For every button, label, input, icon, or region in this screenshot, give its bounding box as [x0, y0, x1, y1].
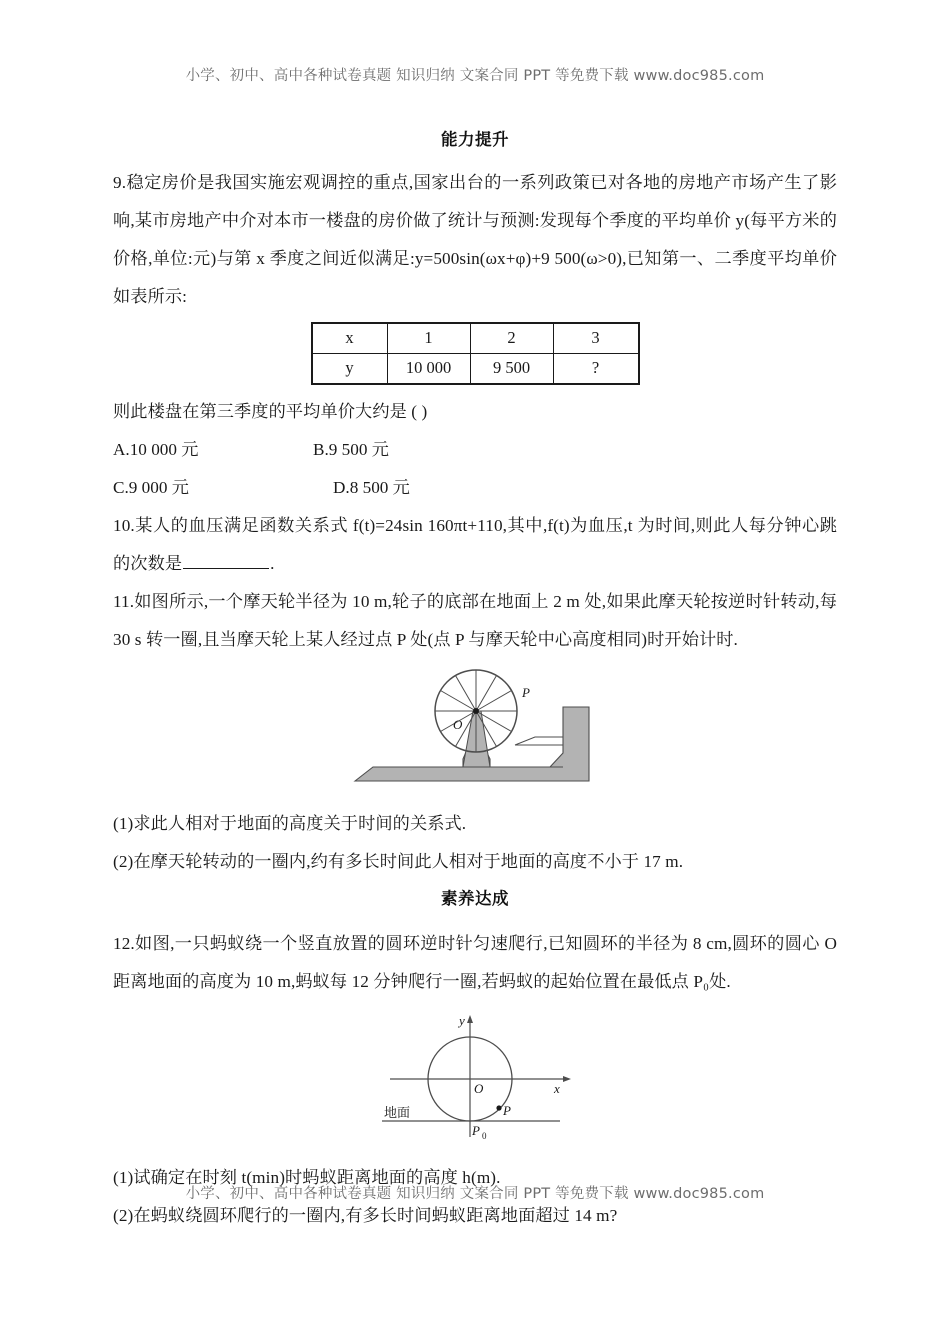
section-heading-literacy: 素养达成 [441, 889, 509, 908]
choice-c[interactable]: C.9 000 元 [113, 478, 189, 497]
question-11-text: 11.如图所示,一个摩天轮半径为 10 m,轮子的底部在地面上 2 m 处,如果此摩天轮按逆时针转动,每 30 s 转一圈,且当摩天轮上某人经过点 P 处(点 P 与摩天轮中心高度相同)时开始计时. [113, 592, 837, 649]
choice-row-ab [113, 431, 837, 469]
x-axis-label: x [554, 1081, 560, 1096]
question-10-text [113, 507, 837, 583]
table-cell-x-1: 1 [387, 323, 470, 354]
table-cell-y-1: 10 000 [387, 354, 470, 385]
wheel-hub [473, 708, 479, 714]
circle-ant-figure [113, 1009, 837, 1149]
y-axis-label: y [459, 1013, 465, 1028]
question-12-part-1: (1)试确定在时刻 t(min)时蚂蚁距离地面的高度 h(m). [113, 1168, 501, 1187]
ferris-center-label: O [453, 717, 463, 732]
question-12-text: 12.如图,一只蚂蚁绕一个竖直放置的圆环逆时针匀速爬行,已知圆环的半径为 8 cm,圆环的圆心 O 距离地面的高度为 10 m,蚂蚁每 12 分钟爬行一圈,若蚂蚁的起始位置在最低点 P₀处. [113, 934, 837, 991]
point-p0-subscript: 0 [482, 1131, 487, 1141]
choice-d[interactable]: D.8 500 元 [333, 478, 410, 497]
watermark-top: 小学、初中、高中各种试卷真题 知识归纳 文案合同 PPT 等免费下载 www.doc985.com [185, 68, 765, 84]
section-heading-ability: 能力提升 [441, 130, 509, 149]
question-11-part-1: (1)求此人相对于地面的高度关于时间的关系式. [113, 814, 467, 833]
table-cell-y-3: ? [553, 354, 639, 385]
question-9-text: 9.稳定房价是我国实施宏观调控的重点,国家出台的一系列政策已对各地的房地产市场产生了影响,某市房地产中介对本市一楼盘的房价做了统计与预测:发现每个季度的平均单价 y(每平方米的价格,单位:元)与第 x 季度之间近似满足:y=500sin(ωx+φ)+9 500(ω>0),已知第一、二季度平均单价如表所示: [113, 173, 837, 306]
choice-a[interactable]: A.10 000 元 [113, 440, 199, 459]
document-content [113, 126, 837, 1235]
table-cell-x-2: 2 [470, 323, 553, 354]
wheel-shape [435, 670, 517, 752]
x-axis-arrow [563, 1076, 571, 1082]
y-axis-arrow [467, 1015, 473, 1023]
question-9-table [311, 322, 640, 385]
table-row [312, 323, 639, 354]
question-9-prompt: 则此楼盘在第三季度的平均单价大约是 ( ) [113, 402, 428, 421]
table-cell-x-3: 3 [553, 323, 639, 354]
table-cell-x-header: x [312, 323, 388, 354]
origin-o-label: O [474, 1081, 484, 1096]
point-p-marker [496, 1105, 501, 1110]
circle-ant-diagram [360, 1009, 590, 1149]
y-axis [467, 1015, 473, 1137]
question-9-choices [113, 431, 837, 507]
choice-row-cd [113, 469, 837, 507]
table-cell-y-2: 9 500 [470, 354, 553, 385]
table-cell-y-header: y [312, 354, 388, 385]
question-10-stem: 10.某人的血压满足函数关系式 f(t)=24sin 160πt+110,其中,f(t)为血压,t 为时间,则此人每分钟心跳的次数是 [113, 516, 837, 573]
point-p0-label: P [472, 1123, 480, 1138]
ferris-wheel-diagram [345, 667, 605, 795]
question-9-table-wrap [113, 322, 837, 385]
choice-b[interactable]: B.9 500 元 [313, 440, 389, 459]
question-10-period: . [270, 554, 275, 573]
question-12-part-2: (2)在蚂蚁绕圆环爬行的一圈内,有多长时间蚂蚁距离地面超过 14 m? [113, 1206, 618, 1225]
question-11-part-2: (2)在摩天轮转动的一圈内,约有多长时间此人相对于地面的高度不小于 17 m. [113, 852, 684, 871]
ferris-point-p-label: P [522, 685, 530, 700]
question-10-answer-blank[interactable] [183, 551, 269, 569]
point-p-label: P [503, 1103, 511, 1118]
ground-label: 地面 [384, 1106, 411, 1121]
watermark-bottom: 小学、初中、高中各种试卷真题 知识归纳 文案合同 PPT 等免费下载 www.doc985.com [185, 1186, 765, 1202]
ferris-wheel-figure [113, 667, 837, 795]
table-row [312, 354, 639, 385]
